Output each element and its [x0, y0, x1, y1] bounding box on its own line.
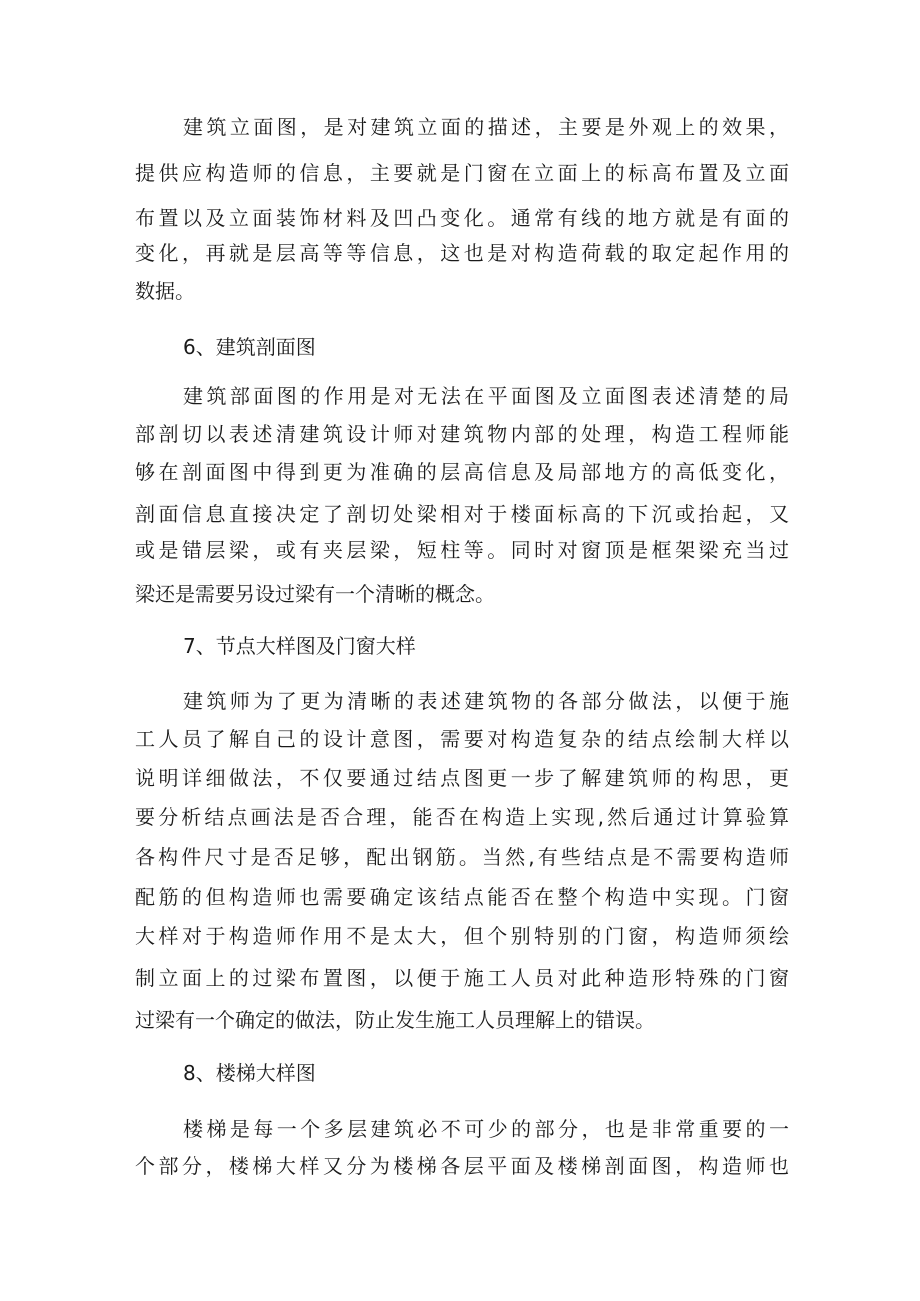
- paragraph-line: 要分析结点画法是否合理，能否在构造上实现,然后通过计算验算: [135, 805, 789, 829]
- paragraph-line: 部剖切以表述清建筑设计师对建筑物内部的处理，构造工程师能: [135, 422, 789, 446]
- paragraph-line: 各构件尺寸是否足够，配出钢筋。当然,有些结点是不需要构造师: [135, 845, 789, 869]
- paragraph-line: 变化，再就是层高等等信息，这也是对构造荷载的取定起作用的: [135, 241, 789, 265]
- paragraph-line: 提供应构造师的信息，主要就是门窗在立面上的标高布置及立面: [135, 161, 789, 185]
- section-heading-6: 6、建筑剖面图: [183, 335, 316, 359]
- paragraph-line: 剖面信息直接决定了剖切处梁相对于楼面标高的下沉或抬起，又: [135, 502, 789, 526]
- paragraph-line: 梁还是需要另设过梁有一个清晰的概念。: [135, 582, 495, 606]
- section-heading-8: 8、楼梯大样图: [183, 1061, 316, 1085]
- paragraph-line: 楼梯是每一个多层建筑必不可少的部分，也是非常重要的一: [183, 1117, 789, 1141]
- paragraph-line: 配筋的但构造师也需要确定该结点能否在整个构造中实现。门窗: [135, 885, 789, 909]
- paragraph-line: 制立面上的过梁布置图，以便于施工人员对此种造形特殊的门窗: [135, 966, 789, 990]
- paragraph-line: 过梁有一个确定的做法，防止发生施工人员理解上的错误。: [135, 1008, 655, 1032]
- paragraph-line: 够在剖面图中得到更为准确的层高信息及局部地方的高低变化，: [135, 460, 789, 484]
- paragraph-line: 建筑师为了更为清晰的表述建筑物的各部分做法，以便于施: [183, 689, 789, 713]
- paragraph-line: 说明详细做法，不仅要通过结点图更一步了解建筑师的构思，更: [135, 766, 789, 790]
- section-heading-7: 7、节点大样图及门窗大样: [183, 634, 416, 658]
- paragraph-line: 建筑部面图的作用是对无法在平面图及立面图表述清楚的局: [183, 384, 789, 408]
- paragraph-line: 建筑立面图，是对建筑立面的描述，主要是外观上的效果，: [183, 115, 789, 139]
- paragraph-line: 布置以及立面装饰材料及凹凸变化。通常有线的地方就是有面的: [135, 206, 789, 230]
- paragraph-line: 个部分，楼梯大样又分为楼梯各层平面及楼梯剖面图，构造师也: [135, 1154, 789, 1178]
- paragraph-line: 工人员了解自己的设计意图，需要对构造复杂的结点绘制大样以: [135, 727, 789, 751]
- paragraph-line: 或是错层梁，或有夹层梁，短柱等。同时对窗顶是框架梁充当过: [135, 538, 789, 562]
- paragraph-line: 大样对于构造师作用不是太大，但个别特别的门窗，构造师须绘: [135, 924, 789, 948]
- paragraph-line: 数据。: [135, 279, 195, 303]
